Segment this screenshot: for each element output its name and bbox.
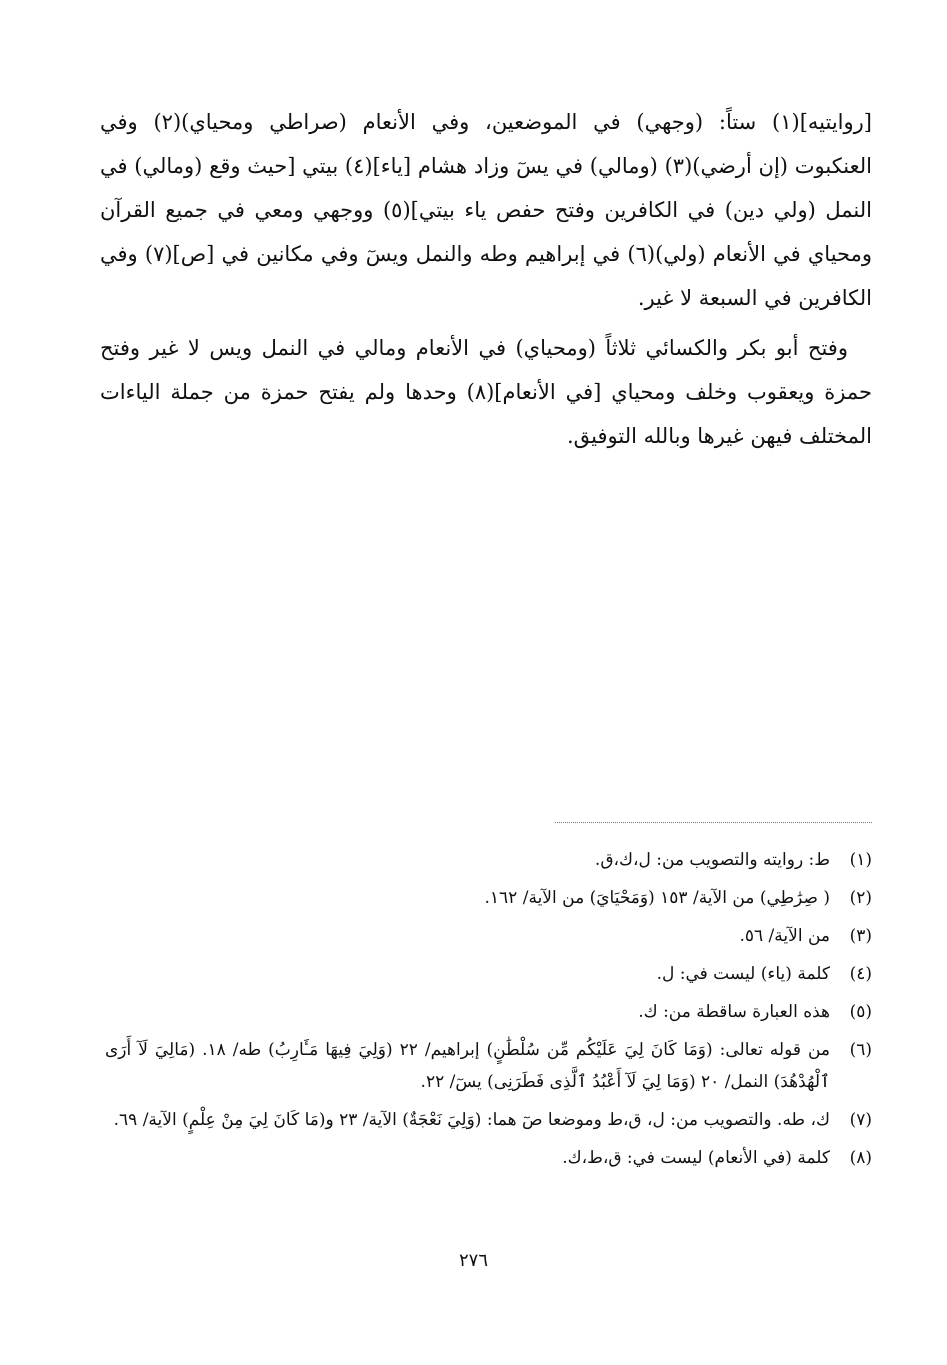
footnote-number: (٢) <box>849 888 872 908</box>
footnote-8 <box>105 1142 872 1174</box>
footnote-6 <box>105 1034 872 1098</box>
footnote-text: من الآية/ ٥٦. <box>739 926 830 946</box>
footnote-text: ك، طه. والتصويب من: ل، ق،ط وموضعا صٓ هما: (وَلِيَ نَعْجَةٌ) الآية/ ٢٣ و(مَا كَانَ لِيَ مِنْ عِلْمٍ) الآية/ ٦٩. <box>113 1110 830 1130</box>
footnote-2 <box>105 882 872 914</box>
footnote-number: (٧) <box>849 1110 872 1130</box>
page-number: ٢٧٦ <box>458 1250 488 1271</box>
footnote-number: (٦) <box>849 1040 872 1060</box>
footnote-number: (٤) <box>849 964 872 984</box>
footnote-text: كلمة (ياء) ليست في: ل. <box>656 964 830 984</box>
footnote-text: من قوله تعالى: (وَمَا كَانَ لِيَ عَلَيْكُم مِّن سُلْطَٰنٍ) إبراهيم/ ٢٢ (وَلِيَ فِيهَا مَـَٔارِبُ) طه/ ١٨. (مَالِيَ لَآ أَرَى ٱلْهُدْهُدَ) النمل/ ٢٠ (وَمَا لِيَ لَآ أَعْبُدُ ٱلَّذِى فَطَرَنِى) يسٓ/ ٢٢. <box>105 1040 830 1092</box>
main-text <box>100 100 872 464</box>
footnote-text: هذه العبارة ساقطة من: ك. <box>638 1002 830 1022</box>
footnote-number: (١) <box>849 850 872 870</box>
footnote-number: (٣) <box>849 926 872 946</box>
paragraph-1: [روايتيه](١) ستاً: (وجهي) في الموضعين، وفي الأنعام (صراطي ومحياي)(٢) وفي العنكبوت (إن أرضي)(٣) (ومالي) في يسٓ وزاد هشام [ياء](٤) بيتي [حيث وقع (ومالي) في النمل (ولي دين) في الكافرين وفتح حفص ياء بيتي](٥) ووجهي ومعي في جميع القرآن ومحياي في الأنعام (ولي)(٦) في إبراهيم وطه والنمل ويسٓ وفي مكانين في [ص](٧) وفي الكافرين في السبعة لا غير. <box>100 110 873 310</box>
footnotes <box>105 844 872 1180</box>
footnote-number: (٨) <box>849 1148 872 1168</box>
footnote-4 <box>105 958 872 990</box>
paragraph-2: وفتح أبو بكر والكسائي ثلاثاً (ومحياي) في الأنعام ومالي في النمل ويس لا غير وفتح حمزة ويعقوب وخلف ومحياي [في الأنعام](٨) وحدها ولم يفتح حمزة من جملة الياءات المختلف فيهن غيرها وبالله التوفيق. <box>100 336 872 448</box>
footnote-3 <box>105 920 872 952</box>
footnote-number: (٥) <box>849 1002 872 1022</box>
footnote-text: كلمة (في الأنعام) ليست في: ق،ط،ك. <box>562 1148 830 1168</box>
footnote-7 <box>105 1104 872 1136</box>
footnote-5 <box>105 996 872 1028</box>
footnote-text: ( صِرَٰطِي) من الآية/ ١٥٣ (وَمَحْيَايَ) من الآية/ ١٦٢. <box>484 888 830 908</box>
footnote-text: ط: روايته والتصويب من: ل،ك،ق. <box>594 850 830 870</box>
footnote-1 <box>105 844 872 876</box>
footnote-separator <box>555 822 872 823</box>
